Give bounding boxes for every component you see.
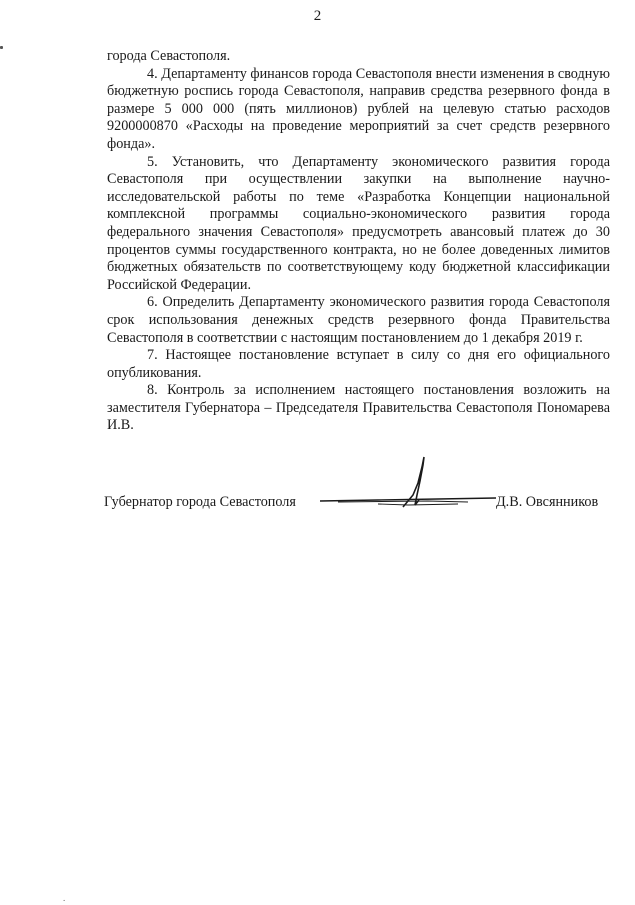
paragraph-continuation: города Севастополя. xyxy=(107,48,231,64)
signatory-title: Губернатор города Севастополя xyxy=(104,494,296,510)
signature-block xyxy=(0,494,635,518)
page-number: 2 xyxy=(313,8,322,24)
margin-mark xyxy=(0,46,3,49)
paragraph-item-8: 8. Контроль за исполнением настоящего постановления возложить на заместителя Губернатора – Председателя Правительства Севастополя Пономарева И.В. xyxy=(107,382,610,434)
paragraph-item-7: 7. Настоящее постановление вступает в силу со дня его официального опубликования. xyxy=(107,347,610,381)
bottom-mark: . xyxy=(63,893,66,903)
paragraph-item-4: 4. Департаменту финансов города Севастополя внести изменения в сводную бюджетную роспись города Севастополя, направив средства резервного фонда в размере 5 000 000 (пять миллионов) рублей на целевую статью расходов 9200000870 «Расходы на проведение мероприятий за счет средств резервного фонда». xyxy=(107,65,610,152)
paragraph-item-5: 5. Установить, что Департаменту экономического развития города Севастополя при осуществлении закупки на выполнение научно-исследовательской работы по теме «Разработка Концепции национальной комплексной программы социально-экономического развития города федерального значения Севастополя» предусмотреть авансовый платеж до 30 процентов суммы государственного контракта, но не более доведенных лимитов бюджетных обязательств по соответствующему коду бюджетной классификации Российской Федерации. xyxy=(107,153,610,293)
signatory-name: Д.В. Овсянников xyxy=(496,494,599,510)
document-body xyxy=(107,48,610,435)
paragraph-item-6: 6. Определить Департаменту экономического развития города Севастополя срок использования денежных средств резервного фонда Правительства Севастополя в соответствии с настоящим постановлением до 1 декабря 2019 г. xyxy=(107,294,610,346)
